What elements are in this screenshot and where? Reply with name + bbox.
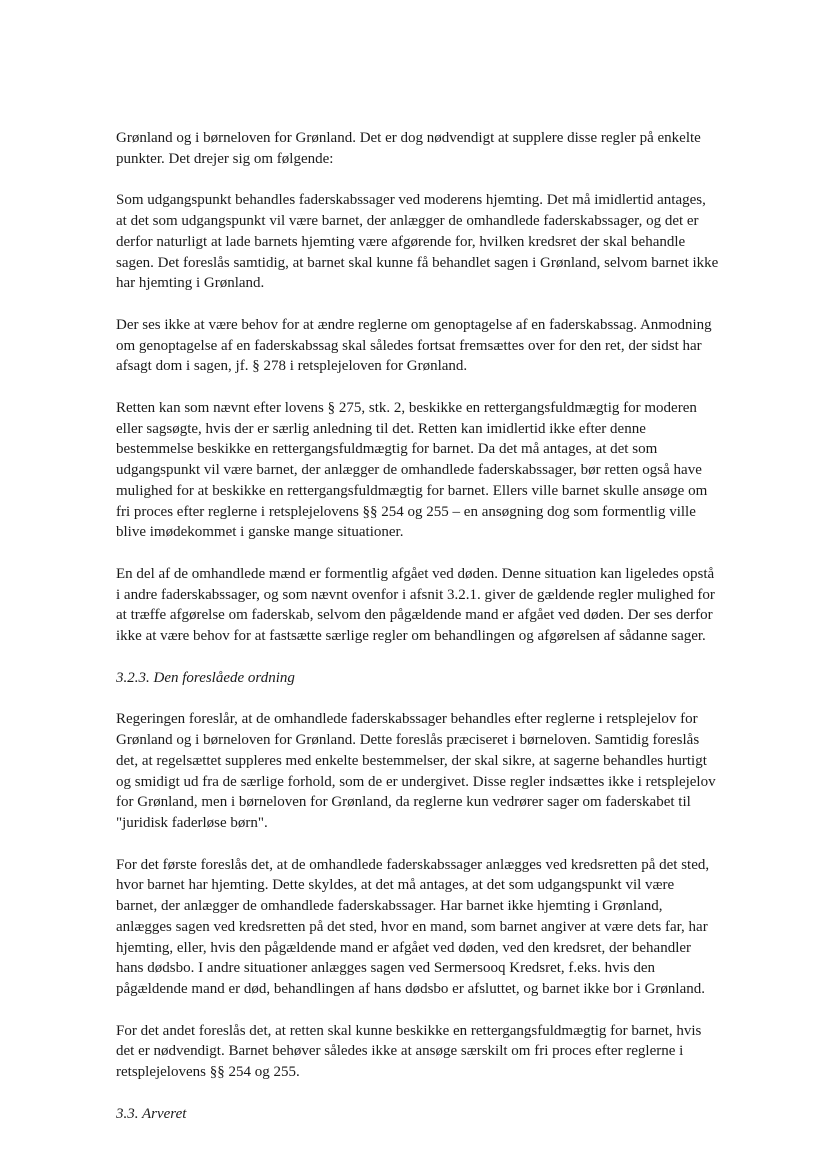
text-line: Regeringen foreslår, at de omhandlede faderskabssager behandles efter reglerne i retsplejelov for — [116, 711, 698, 728]
text-line: Der ses ikke at være behov for at ændre reglerne om genoptagelse af en faderskabssag. Anmodning — [116, 316, 712, 333]
text-line: hjemting, eller, hvis den pågældende mand er afgået ved døden, ved den kredsret, der behandler — [116, 939, 692, 956]
paragraph — [116, 564, 716, 647]
text-line: mulighed for at beskikke en rettergangsfuldmægtig for barnet. Ellers ville barnet skulle ansøge om — [116, 482, 708, 499]
text-line: afsagt dom i sagen, jf. § 278 i retsplejeloven for Grønland. — [116, 358, 468, 375]
paragraph — [116, 1021, 716, 1083]
section-heading — [116, 1104, 716, 1125]
text-line: 3.2.3. Den foreslåede ordning — [116, 669, 295, 686]
text-line: "juridisk faderløse børn". — [116, 814, 268, 831]
text-line: punkter. Det drejer sig om følgende: — [116, 150, 334, 167]
document-page — [116, 128, 719, 1145]
text-line: udgangspunkt vil være barnet, der anlægger de omhandlede faderskabssager, bør retten også have — [116, 462, 702, 479]
text-line: at træffe afgørelse om faderskab, selvom den pågældende mand er afgået ved døden. Der ses derfor — [116, 607, 713, 624]
text-line: i andre faderskabssager, og som nævnt ovenfor i afsnit 3.2.1. giver de gældende regler mulighed for — [116, 586, 715, 603]
text-line: Grønland og i børneloven for Grønland. Dette foreslås præciseret i børneloven. Samtidig foreslås — [116, 732, 700, 749]
text-line: For det første foreslås det, at de omhandlede faderskabssager anlægges ved kredsretten på det sted, — [116, 856, 710, 873]
section-heading — [116, 668, 716, 689]
paragraph — [116, 190, 719, 294]
text-line: blive imødekommet i ganske mange situationer. — [116, 524, 404, 541]
text-line: sagen. Det foreslås samtidig, at barnet skal kunne få behandlet sagen i Grønland, selvom barnet ikke — [116, 254, 719, 271]
text-line: Som udgangspunkt behandles faderskabssager ved moderens hjemting. Det må imidlertid antages, — [116, 192, 706, 209]
text-line: Retten kan som nævnt efter lovens § 275, stk. 2, beskikke en rettergangsfuldmægtig for moderen — [116, 400, 697, 417]
text-line: barnet, der anlægger de omhandlede faderskabssager. Har barnet ikke hjemting i Grønland, — [116, 898, 663, 915]
text-line: derfor naturligt at lade barnets hjemting være afgørende for, hvilken kredsret der skal behandle — [116, 233, 686, 250]
text-line: Grønland og i børneloven for Grønland. Det er dog nødvendigt at supplere disse regler på enkelte — [116, 130, 701, 146]
paragraph — [116, 398, 716, 543]
text-line: hans dødsbo. I andre situationer anlægges sagen ved Sermersooq Kredsret, f.eks. hvis den — [116, 960, 656, 977]
text-line: En del af de omhandlede mænd er formentlig afgået ved døden. Denne situation kan ligeledes opstå — [116, 565, 715, 582]
text-line: retsplejelovens §§ 254 og 255. — [116, 1064, 300, 1081]
text-line: om genoptagelse af en faderskabssag skal således fortsat fremsættes over for den ret, der sidst har — [116, 337, 702, 354]
text-line: pågældende mand er død, behandlingen af hans dødsbo er afsluttet, og barnet ikke bor i Grønland. — [116, 980, 706, 997]
text-line: eller sagsøgte, hvis der er særlig anledning til det. Retten kan imidlertid ikke efter denne — [116, 420, 646, 437]
text-line: anlægges sagen ved kredsretten på det sted, hvor en mand, som barnet angiver at være dets far, har — [116, 918, 708, 935]
text-line: fri proces efter reglerne i retsplejelovens §§ 254 og 255 – en ansøgning dog som formentlig ville — [116, 503, 696, 520]
paragraph — [116, 855, 716, 1000]
text-line: for Grønland, men i børneloven for Grønland, da reglerne kun vedrører sager om faderskabet til — [116, 794, 691, 811]
text-line: hvor barnet har hjemting. Dette skyldes, at det må antages, at det som udgangspunkt vil være — [116, 877, 675, 894]
text-line: For det andet foreslås det, at retten skal kunne beskikke en rettergangsfuldmægtig for barnet, hvis — [116, 1022, 702, 1039]
text-line: 3.3. Arveret — [116, 1105, 187, 1122]
text-line: har hjemting i Grønland. — [116, 275, 265, 292]
text-line: ikke at være behov for at fastsætte særlige regler om behandlingen og afgørelsen af sådanne sager. — [116, 628, 706, 645]
text-line: og smidigt ud fra de særlige forhold, som de er undergivet. Disse regler indsættes ikke i retsplejelov — [116, 773, 716, 790]
text-line: at det som udgangspunkt vil være barnet, der anlægger de omhandlede faderskabssager, og det er — [116, 213, 699, 230]
paragraph — [116, 128, 716, 169]
text-line: det, at regelsættet suppleres med enkelte bestemmelser, der skal sikre, at sagerne behandles hurtigt — [116, 752, 707, 769]
paragraph — [116, 709, 716, 833]
paragraph — [116, 315, 716, 377]
text-line: det er nødvendigt. Barnet behøver således ikke at ansøge særskilt om fri proces efter reglerne i — [116, 1043, 684, 1060]
text-line: bestemmelse beskikke en rettergangsfuldmægtig for barnet. Da det må antages, at det som — [116, 441, 658, 458]
